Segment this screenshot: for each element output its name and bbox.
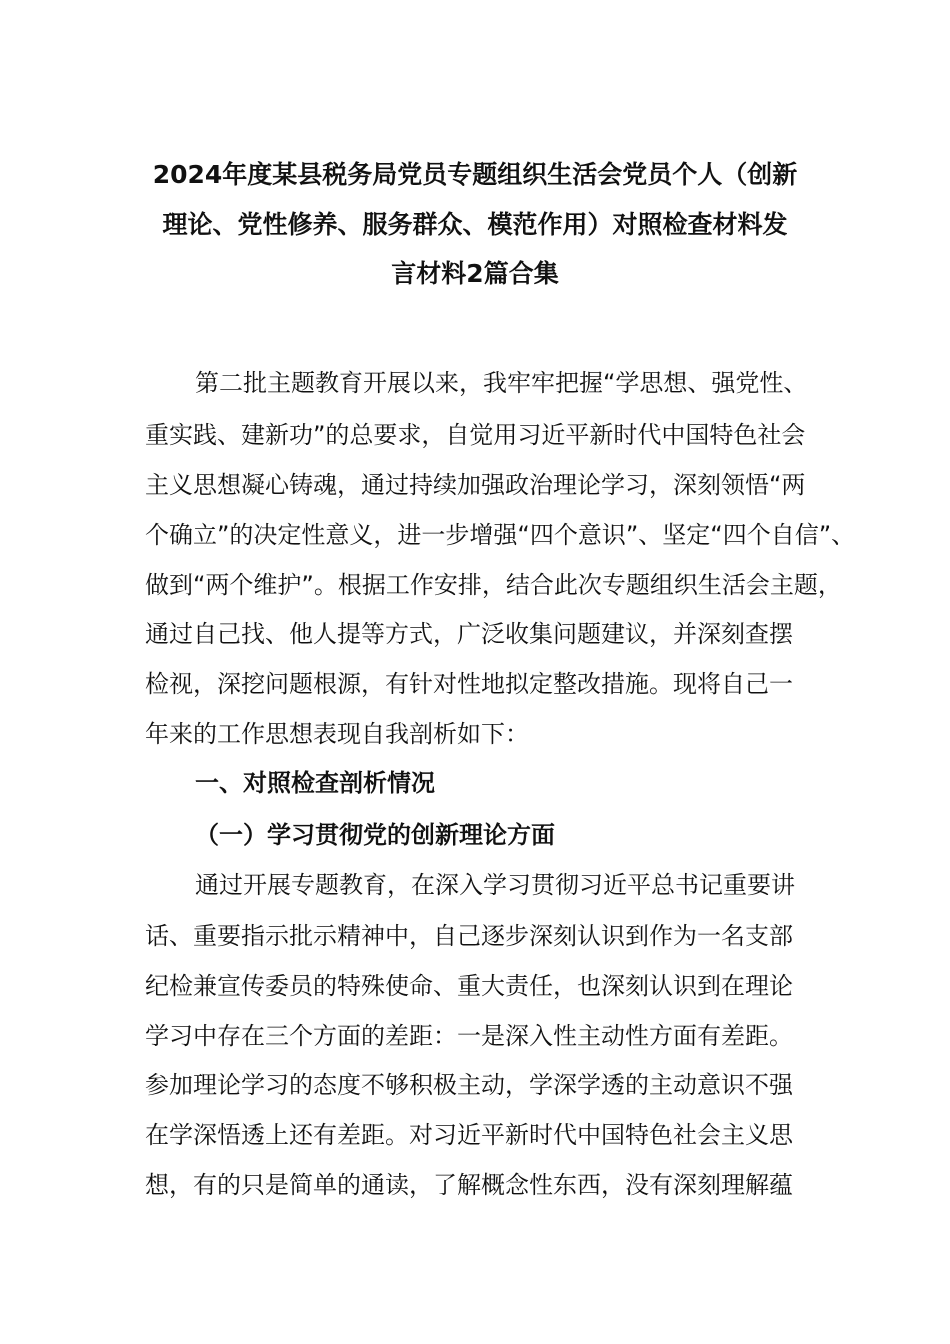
intro-line: 个确立”的决定性意义，进一步增强“四个意识”、坚定“四个自信”、 <box>145 521 856 549</box>
section-line: 学习中存在三个方面的差距：一是深入性主动性方面有差距。 <box>145 1022 793 1050</box>
intro-line: 检视，深挖问题根源，有针对性地拟定整改措施。现将自己一 <box>145 670 793 698</box>
section-heading-1: 一、对照检查剖析情况 <box>195 769 435 797</box>
section-line: 参加理论学习的态度不够积极主动，学深学透的主动意识不强 <box>145 1071 793 1099</box>
document-title-line-3: 言材料2篇合集 <box>391 259 559 288</box>
intro-line: 第二批主题教育开展以来，我牢牢把握“学思想、强党性、 <box>195 369 808 397</box>
section-line: 纪检兼宣传委员的特殊使命、重大责任，也深刻认识到在理论 <box>145 972 793 1000</box>
intro-line: 重实践、建新功”的总要求，自觉用习近平新时代中国特色社会 <box>145 421 806 449</box>
document-title-line-2: 理论、党性修养、服务群众、模范作用）对照检查材料发 <box>162 210 788 239</box>
intro-line: 通过自己找、他人提等方式，广泛收集问题建议，并深刻查摆 <box>145 620 793 648</box>
document-title-line-1: 2024年度某县税务局党员专题组织生活会党员个人（创新 <box>152 160 798 189</box>
section-line: 想，有的只是简单的通读，了解概念性东西，没有深刻理解蕴 <box>145 1171 793 1199</box>
intro-line: 年来的工作思想表现自我剖析如下： <box>145 720 529 748</box>
section-line: 话、重要指示批示精神中，自己逐步深刻认识到作为一名支部 <box>145 922 793 950</box>
section-line: 通过开展专题教育，在深入学习贯彻习近平总书记重要讲 <box>195 871 795 899</box>
intro-line: 做到“两个维护”。根据工作安排，结合此次专题组织生活会主题， <box>145 571 842 599</box>
intro-line: 主义思想凝心铸魂，通过持续加强政治理论学习，深刻领悟“两 <box>145 471 806 499</box>
section-heading-2: （一）学习贯彻党的创新理论方面 <box>195 821 555 849</box>
section-line: 在学深悟透上还有差距。对习近平新时代中国特色社会主义思 <box>145 1121 793 1149</box>
